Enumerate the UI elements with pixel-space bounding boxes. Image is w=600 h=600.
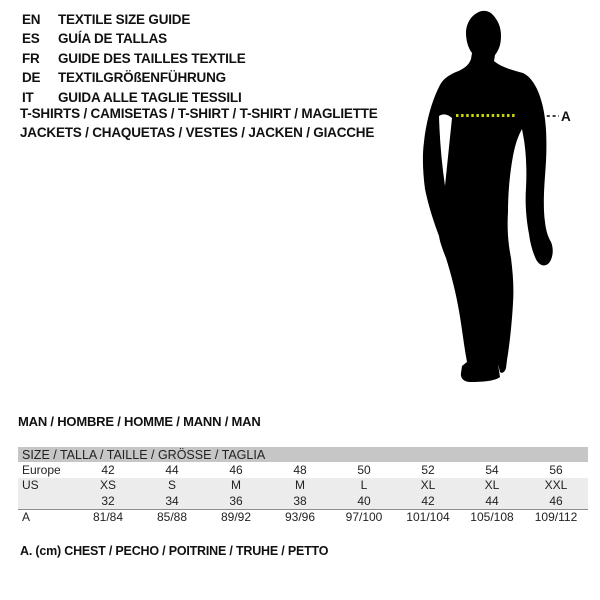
size-table-header: SIZE / TALLA / TAILLE / GRÖSSE / TAGLIA: [18, 447, 588, 462]
table-row-us: [18, 478, 588, 494]
cell: XL: [484, 478, 500, 493]
cell: 36: [229, 493, 243, 508]
lang-title-it: GUIDA ALLE TAGLIE TESSILI: [58, 89, 242, 105]
cell: 54: [485, 462, 499, 477]
lang-code-en: EN: [22, 12, 41, 27]
man-silhouette: [413, 6, 573, 388]
cell: 85/88: [156, 509, 188, 524]
lang-row-fr: [22, 49, 246, 68]
table-row-us-numeric: [18, 493, 588, 509]
cell: 42: [421, 493, 435, 508]
cell: S: [167, 478, 176, 493]
cell: 109/112: [534, 509, 578, 524]
category-list: [20, 105, 378, 143]
cell: XXL: [544, 478, 568, 493]
lang-code-it: IT: [22, 89, 34, 105]
lang-title-es: GUÍA DE TALLAS: [58, 31, 167, 47]
size-table: [18, 447, 588, 524]
cell: 48: [293, 462, 307, 477]
man-silhouette-figure: [413, 6, 573, 388]
row-label: US: [22, 478, 39, 493]
cell: 97/100: [345, 509, 383, 524]
measurement-footnote: A. (cm) CHEST / PECHO / POITRINE / TRUHE / PETTO: [20, 544, 329, 558]
lang-title-de: TEXTILGRÖßENFÜHRUNG: [58, 70, 226, 86]
category-jackets: JACKETS / CHAQUETAS / VESTES / JACKEN / GIACCHE: [20, 124, 375, 140]
cell: L: [360, 478, 368, 493]
section-title-man: MAN / HOMBRE / HOMME / MANN / MAN: [18, 414, 261, 429]
table-row-europe: [18, 462, 588, 478]
cell: 56: [549, 462, 563, 477]
lang-row-es: [22, 29, 246, 48]
language-legend: [22, 10, 246, 107]
cell: 44: [485, 493, 499, 508]
cell: 32: [101, 493, 115, 508]
lang-title-fr: GUIDE DES TAILLES TEXTILE: [58, 50, 246, 66]
cell: 81/84: [92, 509, 124, 524]
row-label: Europe: [22, 462, 61, 477]
cell: 44: [165, 462, 179, 477]
cell: 46: [229, 462, 243, 477]
category-tshirts: T-SHIRTS / CAMISETAS / T-SHIRT / T-SHIRT / MAGLIETTE: [20, 106, 378, 121]
cell: 105/108: [470, 509, 514, 524]
measure-label-a: A: [561, 109, 571, 124]
lang-row-en: [22, 10, 246, 29]
cell: M: [295, 478, 305, 493]
lang-code-fr: FR: [22, 50, 40, 66]
cell: 52: [421, 462, 435, 477]
cell: 46: [549, 493, 563, 508]
table-row-chest-a: [18, 509, 588, 525]
lang-code-de: DE: [22, 70, 41, 86]
cell: 101/104: [406, 509, 450, 524]
cell: 89/92: [220, 509, 252, 524]
cell: 40: [357, 493, 371, 508]
cell: 93/96: [284, 509, 316, 524]
row-label: A: [22, 509, 31, 524]
cell: M: [231, 478, 241, 493]
cell: 42: [101, 462, 115, 477]
lang-code-es: ES: [22, 31, 40, 47]
lang-title-en: TEXTILE SIZE GUIDE: [58, 12, 191, 27]
cell: 38: [293, 493, 307, 508]
cell: 50: [357, 462, 371, 477]
lang-row-de: [22, 68, 246, 87]
cell: XS: [99, 478, 116, 493]
man-silhouette-shape: [423, 11, 553, 382]
cell: 34: [165, 493, 179, 508]
cell: XL: [420, 478, 436, 493]
